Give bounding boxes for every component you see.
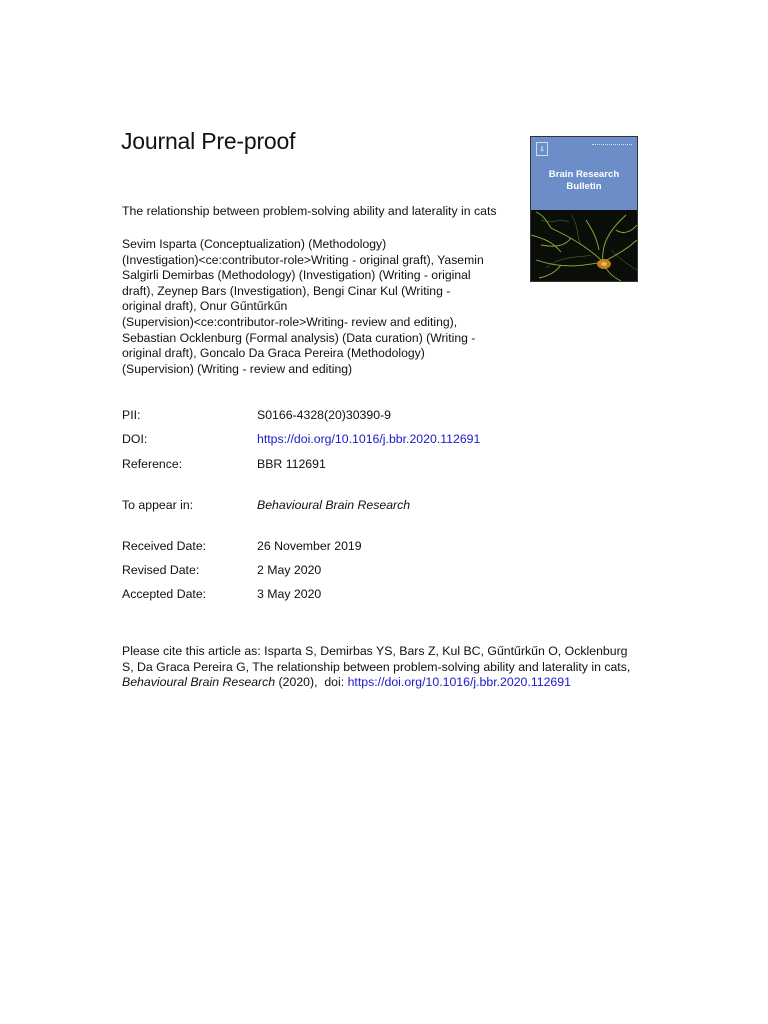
author-line: Salgirli Demirbas (Methodology) (Investigation) (Writing - original [122,268,471,283]
elsevier-logo-icon: ⍋ [536,142,548,156]
revised-date-label: Revised Date: [122,563,200,577]
pii-label: PII: [122,408,141,422]
citation-doi-link[interactable]: https://doi.org/10.1016/j.bbr.2020.112691 [347,675,571,690]
cover-title-line-2: Bulletin [566,181,602,192]
reference-value: BBR 112691 [257,457,326,471]
revised-date-value: 2 May 2020 [257,563,322,577]
page-heading: Journal Pre-proof [121,128,296,154]
cover-title-line-1: Brain Research [548,169,620,180]
doi-label: DOI: [122,432,148,446]
author-list [122,237,512,377]
author-line: draft), Zeynep Bars (Investigation), Bengi Cinar Kul (Writing - [122,283,451,298]
author-line: (Supervision) (Writing - review and editing) [122,361,353,376]
accepted-date-label: Accepted Date: [122,587,207,601]
pii-value: S0166-4328(20)30390-9 [257,408,392,422]
citation-journal: Behavioural Brain Research [122,675,276,690]
cover-journal-title [531,169,637,193]
received-date-value: 26 November 2019 [257,539,362,553]
citation-line-1: Please cite this article as: Isparta S, Demirbas YS, Bars Z, Kul BC, Gűntűrkűn O, Ocklenburg [122,644,628,658]
accepted-date-value: 3 May 2020 [257,587,322,601]
doi-link[interactable]: https://doi.org/10.1016/j.bbr.2020.112691 [257,432,481,446]
citation-line-2: S, Da Graca Pereira G, The relationship between problem-solving ability and laterality in cats, [122,659,631,674]
received-date-label: Received Date: [122,539,207,553]
appear-in-label: To appear in: [122,498,194,512]
author-line: (Supervision)<ce:contributor-role>Writing- review and editing), [122,314,458,329]
cover-header-band [531,137,637,210]
appear-in-value: Behavioural Brain Research [257,498,411,512]
author-line: original draft), Onur Gűntűrkűn [122,299,288,314]
citation-line-3 [122,675,642,691]
reference-label: Reference: [122,457,183,471]
citation-block [122,644,642,691]
citation-year: (2020), doi: [275,675,348,690]
cover-dotted-rule [592,144,632,148]
author-line: Sevim Isparta (Conceptualization) (Methodology) [122,237,387,251]
author-line: (Investigation)<ce:contributor-role>Writing - original graft), Yasemin [122,252,484,267]
cover-neuron-illustration [531,210,637,281]
author-line: Sebastian Ocklenburg (Formal analysis) (Data curation) (Writing - [122,330,476,345]
journal-cover-image [530,136,638,282]
author-line: original draft), Goncalo Da Graca Pereira (Methodology) [122,346,425,361]
article-title: The relationship between problem-solving ability and laterality in cats [122,204,497,218]
